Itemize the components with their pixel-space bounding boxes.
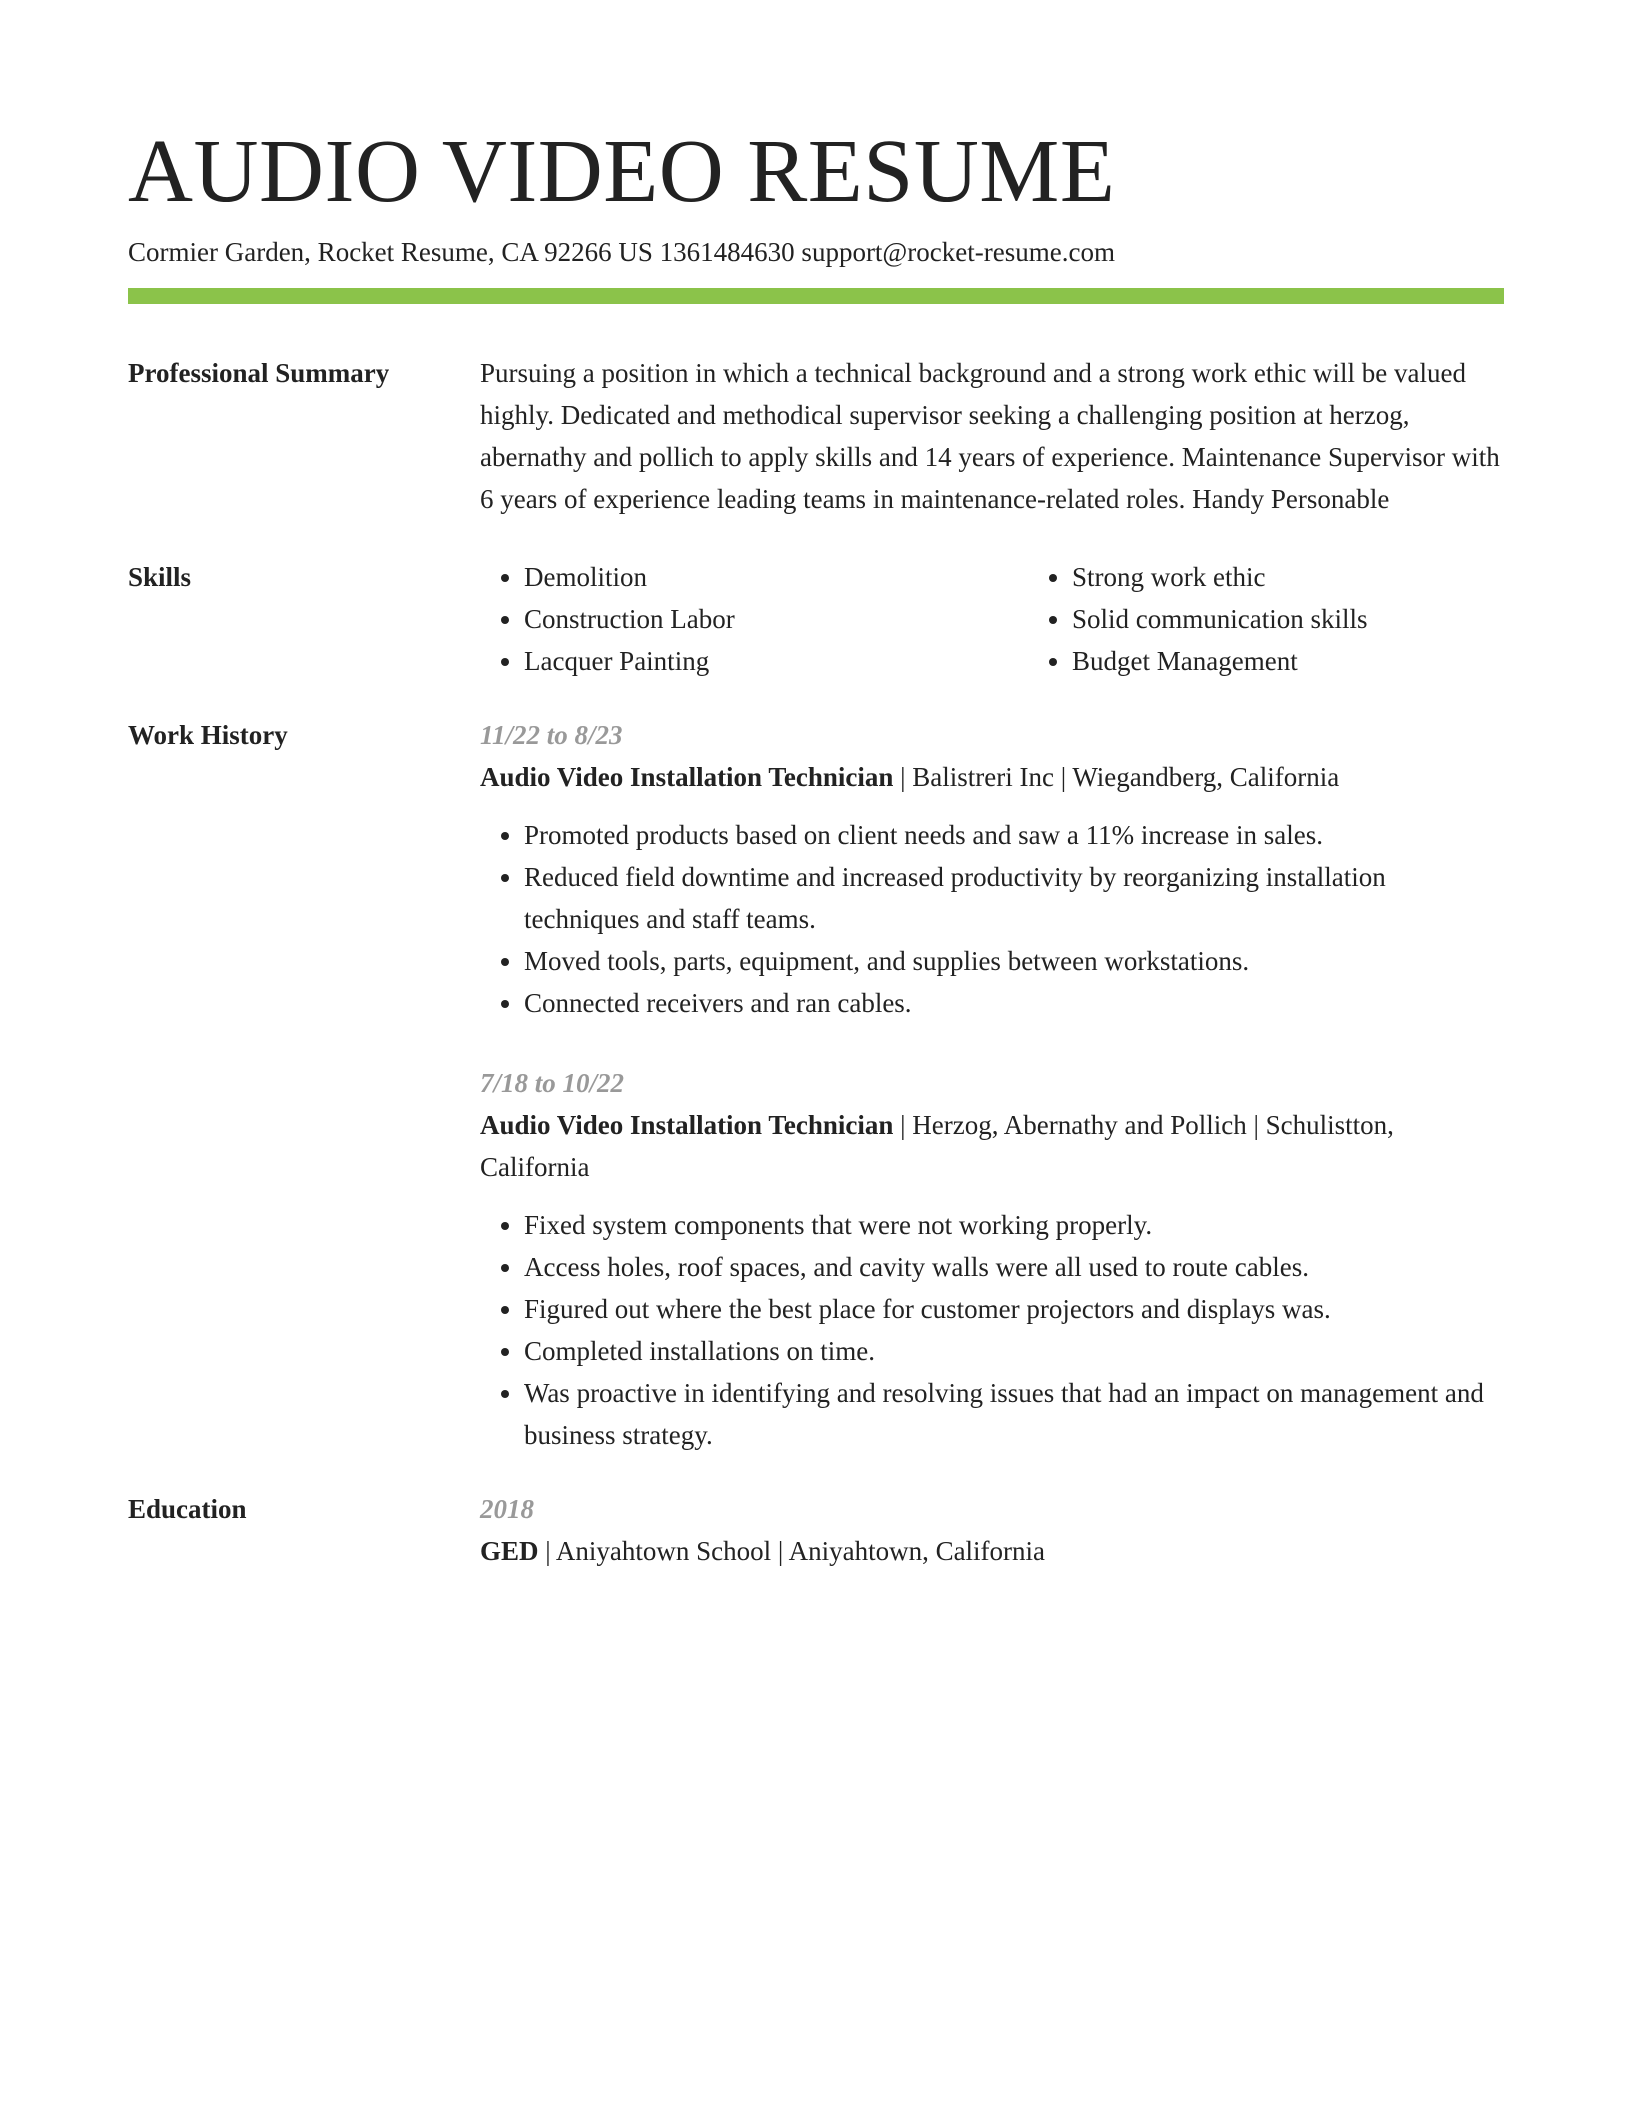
skill-item: • Lacquer Painting	[524, 640, 1028, 682]
job-entry	[480, 1062, 1504, 1456]
skill-item: • Construction Labor	[524, 598, 1028, 640]
resume-page	[128, 120, 1504, 1572]
work-history-body	[480, 714, 1504, 1456]
section-skills	[128, 556, 1504, 682]
job-bullets	[480, 814, 1504, 1024]
section-work-history	[128, 714, 1504, 1456]
job-entry	[480, 714, 1504, 1024]
job-heading	[480, 756, 1504, 798]
job-bullet: • Moved tools, parts, equipment, and supplies between workstations.	[524, 940, 1504, 982]
section-label-education: Education	[128, 1494, 247, 1524]
skill-item: • Solid communication skills	[1072, 598, 1576, 640]
job-dates: 11/22 to 8/23	[480, 720, 623, 750]
education-degree: GED	[480, 1536, 539, 1566]
skills-column-2	[1028, 556, 1576, 682]
skills-column-1	[480, 556, 1028, 682]
job-title: Audio Video Installation Technician	[480, 762, 894, 792]
job-bullets	[480, 1204, 1504, 1456]
education-heading	[480, 1530, 1504, 1572]
skill-item: • Demolition	[524, 556, 1028, 598]
job-details: | Herzog, Abernathy and Pollich | Schulistton, California	[480, 1110, 1394, 1182]
job-bullet: • Access holes, roof spaces, and cavity walls were all used to route cables.	[524, 1246, 1504, 1288]
section-professional-summary	[128, 352, 1504, 520]
accent-divider	[128, 288, 1504, 304]
section-label-skills: Skills	[128, 562, 192, 592]
contact-line: Cormier Garden, Rocket Resume, CA 92266 US 1361484630 support@rocket-resume.com	[128, 237, 1115, 267]
job-dates: 7/18 to 10/22	[480, 1068, 625, 1098]
job-bullet: • Connected receivers and ran cables.	[524, 982, 1504, 1024]
skills-grid	[480, 556, 1576, 682]
resume-title: AUDIO VIDEO RESUME	[128, 122, 1116, 221]
job-title: Audio Video Installation Technician	[480, 1110, 894, 1140]
section-label-summary: Professional Summary	[128, 358, 390, 388]
job-bullet: • Fixed system components that were not working properly.	[524, 1204, 1504, 1246]
education-year: 2018	[480, 1494, 534, 1524]
job-details: | Balistreri Inc | Wiegandberg, California	[893, 762, 1340, 792]
section-education	[128, 1488, 1504, 1572]
education-body	[480, 1488, 1504, 1572]
job-bullet: • Promoted products based on client needs and saw a 11% increase in sales.	[524, 814, 1504, 856]
job-bullet: • Reduced field downtime and increased productivity by reorganizing installation techniques and staff teams.	[524, 856, 1504, 940]
education-details: | Aniyahtown School | Aniyahtown, California	[538, 1536, 1046, 1566]
job-bullet: • Completed installations on time.	[524, 1330, 1504, 1372]
section-label-work: Work History	[128, 720, 288, 750]
job-bullet: • Was proactive in identifying and resolving issues that had an impact on management and business strategy.	[524, 1372, 1504, 1456]
skill-item: • Strong work ethic	[1072, 556, 1576, 598]
skill-item: • Budget Management	[1072, 640, 1576, 682]
job-heading	[480, 1104, 1504, 1188]
summary-text: Pursuing a position in which a technical background and a strong work ethic will be valued highly. Dedicated and methodical supervisor seeking a challenging position at herzog, abernathy and pollich to apply skills and 14 years of experience. Maintenance Supervisor with 6 years of experience leading teams in maintenance-related roles. Handy Personable	[480, 358, 1500, 514]
job-bullet: • Figured out where the best place for customer projectors and displays was.	[524, 1288, 1504, 1330]
